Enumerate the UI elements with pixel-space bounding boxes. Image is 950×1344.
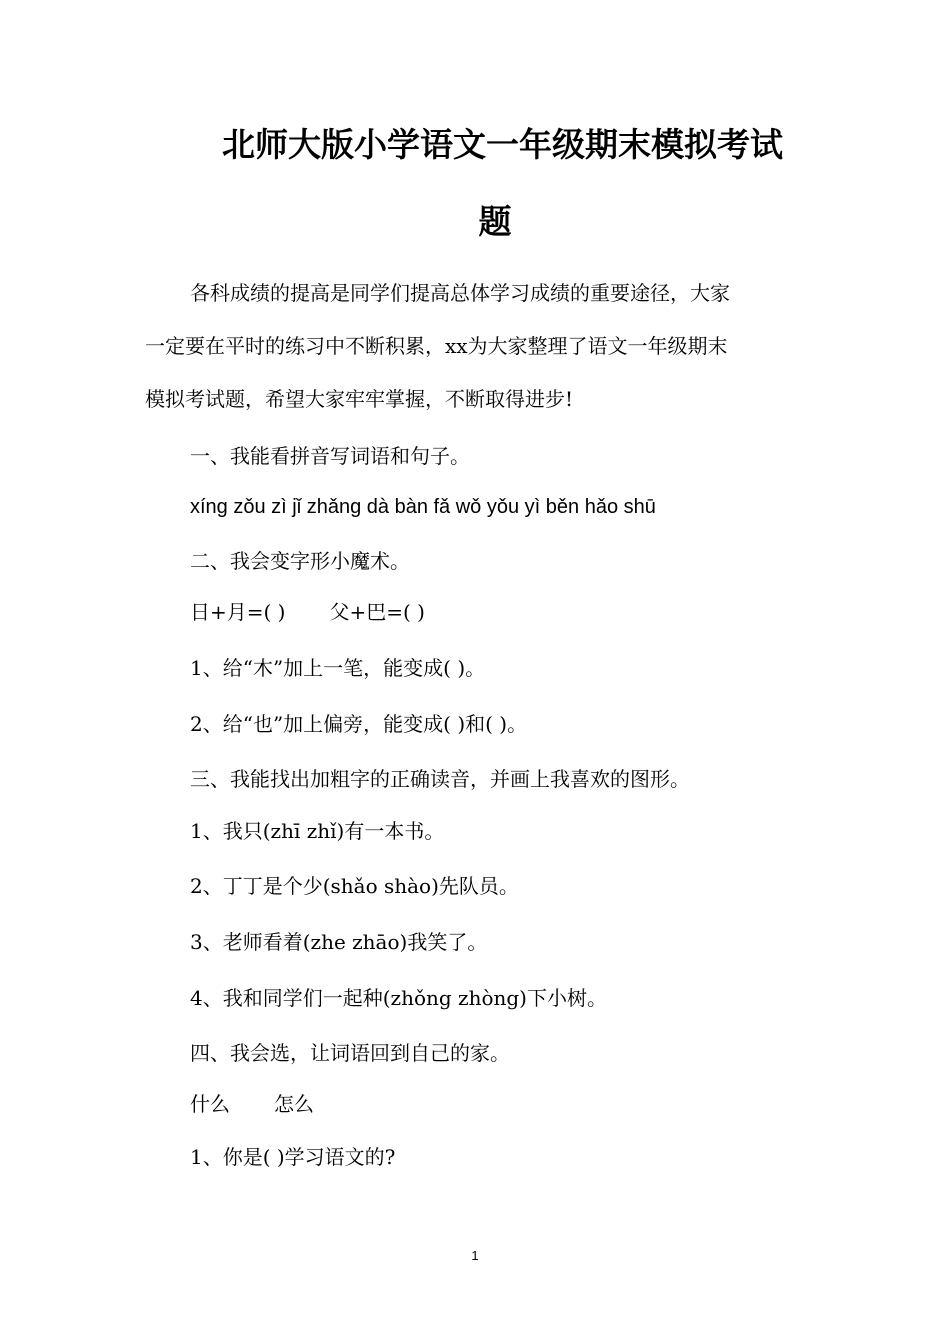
section2-combo-b: 父+巴=( ): [329, 600, 425, 624]
section2-combos: [190, 597, 855, 627]
page-number: 1: [471, 1248, 479, 1263]
section3-heading: 三、我能找出加粗字的正确读音，并画上我喜欢的图形。: [190, 767, 690, 791]
section2-heading: 二、我会变字形小魔术。: [190, 549, 410, 573]
section2-question-1: 1、给“木”加上一笔，能变成( )。: [190, 656, 486, 680]
section4-options: [190, 1089, 855, 1119]
section4-question-1: 1、你是( )学习语文的?: [190, 1145, 396, 1169]
section4-heading: 四、我会选，让词语回到自己的家。: [190, 1041, 510, 1065]
intro-line3: 模拟考试题，希望大家牢牢掌握，不断取得进步!: [145, 387, 574, 411]
section3-question-2: 2、丁丁是个少(shǎo shào)先队员。: [190, 874, 519, 898]
section4-option-a: 什么: [190, 1092, 230, 1116]
section4-option-b: 怎么: [274, 1092, 314, 1116]
intro-line2: 一定要在平时的练习中不断积累，xx为大家整理了语文一年级期末: [145, 334, 728, 358]
section2-question-2: 2、给“也”加上偏旁，能变成( )和( )。: [190, 712, 528, 736]
section1-heading: 一、我能看拼音写词语和句子。: [190, 444, 470, 468]
document-title-line1: 北师大版小学语文一年级期末模拟考试: [222, 125, 783, 164]
document-title-line2: 题: [478, 202, 512, 241]
intro-line1: 各科成绩的提高是同学们提高总体学习成绩的重要途径，大家: [190, 281, 730, 305]
section3-question-4: 4、我和同学们一起种(zhǒng zhòng)下小树。: [190, 986, 607, 1010]
section3-question-1: 1、我只(zhī zhǐ)有一本书。: [190, 819, 445, 843]
section1-pinyin: xíng zǒu zì jǐ zhǎng dà bàn fǎ wǒ yǒu yì běn hǎo shū: [190, 496, 656, 518]
section3-question-3: 3、老师看着(zhe zhāo)我笑了。: [190, 930, 488, 954]
section2-combo-a: 日+月=( ): [190, 600, 286, 624]
